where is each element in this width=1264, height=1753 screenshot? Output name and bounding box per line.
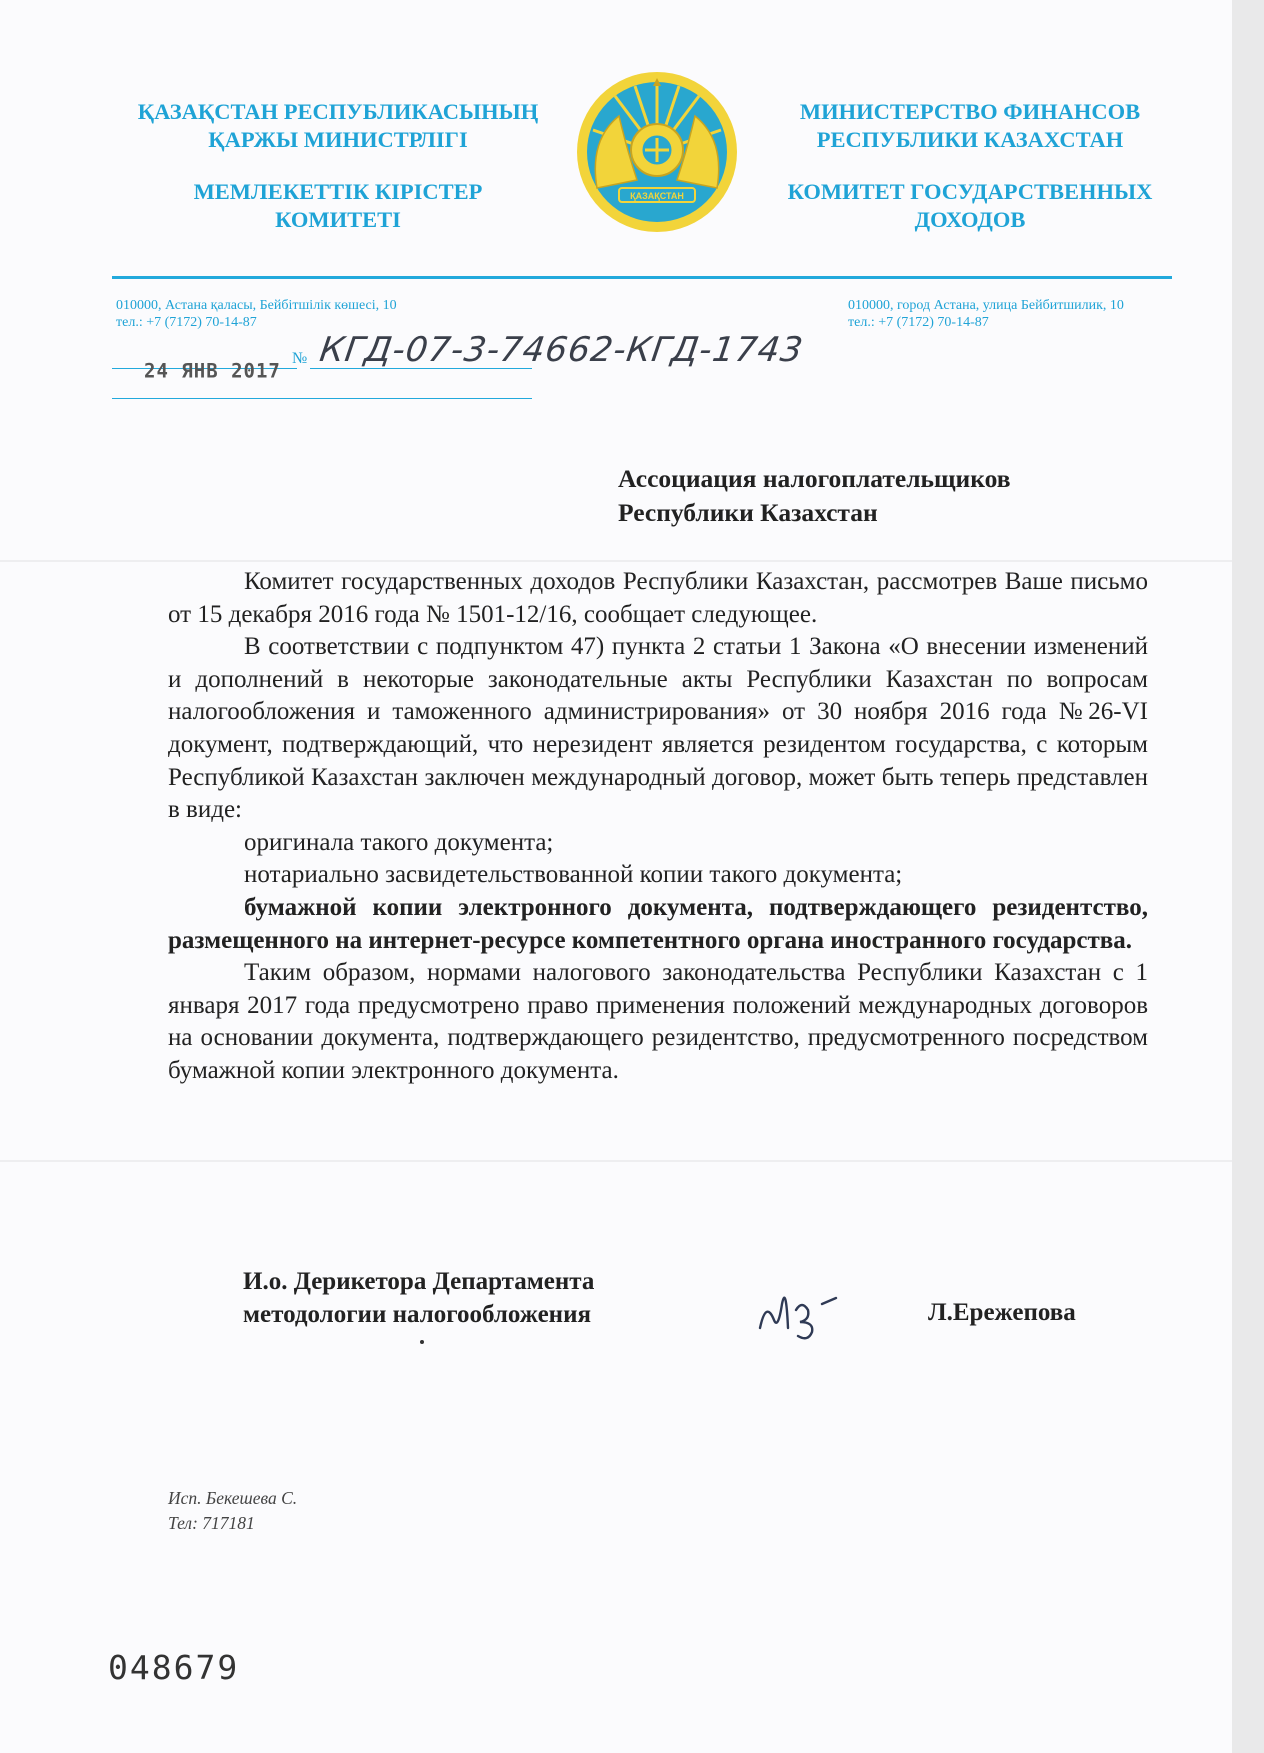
paragraph-2: В соответствии с подпунктом 47) пункта 2 статьи 1 Закона «О внесении изменений и дополнений в некоторые законодательные акты Республики Казахстан по вопросам налогообложения и таможенного администрирования» от 30 ноября 2016 года №26-VI документ, подтверждающий, что нерезидент является резидентом государства, с которым Республикой Казахстан заключен международный договор, может быть теперь представлен в виде: [168,633,1148,824]
header-rule [112,276,1172,279]
address-kz [116,297,397,331]
ministry-ru-line1: МИНИСТЕРСТВО ФИНАНСОВ [799,99,1141,124]
signatory-position [243,1265,594,1331]
signatory-name: Л.Ережепова [928,1299,1076,1326]
list-item: оригинала такого документа; [244,828,554,856]
executor-name: Исп. Бекешева С. [168,1488,298,1508]
address-ru-phone: тел.: +7 (7172) 70-14-87 [848,315,989,330]
list-item-bold [168,892,1148,957]
registration-number-handwritten: КГД-07-3-74662-КГД-1743 [317,330,807,370]
header-left [118,98,558,234]
executor-block [168,1486,297,1536]
recipient-line2: Республики Казахстан [618,498,878,527]
list-item: нотариально засвидетельствованной копии такого документа; [244,861,903,889]
position-line1: И.о. Дерикетора Департамента [243,1268,595,1295]
date-stamp: 24 ЯНВ 2017 [144,359,281,383]
ink-dot [420,1340,424,1344]
ministry-kz-line2: ҚАРЖЫ МИНИСТРЛІГІ [208,127,468,152]
handwritten-signature [752,1270,912,1350]
recipient-line1: Ассоциация налогоплательщиков [618,464,1011,493]
letter-body [168,566,1148,1088]
number-sign: № [292,350,308,367]
paragraph-3: Таким образом, нормами налогового законодательства Республики Казахстан с 1 января 2017 года предусмотрено право применения положений международных договоров на основании документа, подтверждающего резидентство, предусмотренного посредством бумажной копии электронного документа. [168,959,1148,1084]
address-kz-phone: тел.: +7 (7172) 70-14-87 [116,315,257,330]
header-right [760,98,1180,234]
fold-line [0,1160,1232,1162]
committee-ru-line1: КОМИТЕТ ГОСУДАРСТВЕННЫХ [787,179,1153,204]
committee-ru-line2: ДОХОДОВ [914,207,1026,232]
executor-phone: Тел: 717181 [168,1513,255,1533]
serial-number: 048679 [108,1648,240,1687]
ministry-ru-line2: РЕСПУБЛИКИ КАЗАХСТАН [816,127,1124,152]
committee-kz-line2: КОМИТЕТІ [275,207,401,232]
committee-kz-line1: МЕМЛЕКЕТТІК КІРІСТЕР [193,179,483,204]
recipient-block [618,462,1010,530]
state-emblem-icon [575,70,740,235]
address-kz-street: 010000, Астана қаласы, Бейбітшілік көшесі, 10 [116,298,397,313]
address-ru-street: 010000, город Астана, улица Бейбитшилик, 10 [848,298,1124,313]
paragraph-1: Комитет государственных доходов Республики Казахстан, рассмотрев Ваше письмо от 15 декабря 2016 года № 1501-12/16, сообщает следующее. [168,568,1148,628]
list-item-bold-text: бумажной копии электронного документа, подтверждающего резидентство, размещенного на интернет-ресурсе компетентного органа иностранного государства. [168,893,1148,954]
position-line2: методологии налогообложения [243,1301,591,1328]
ministry-kz-line1: ҚАЗАҚСТАН РЕСПУБЛИКАСЫНЫҢ [137,99,539,124]
number-line-2 [112,398,532,399]
emblem-caption: ҚАЗАҚСТАН [630,191,684,201]
address-ru [848,297,1124,331]
fold-line [0,560,1232,562]
